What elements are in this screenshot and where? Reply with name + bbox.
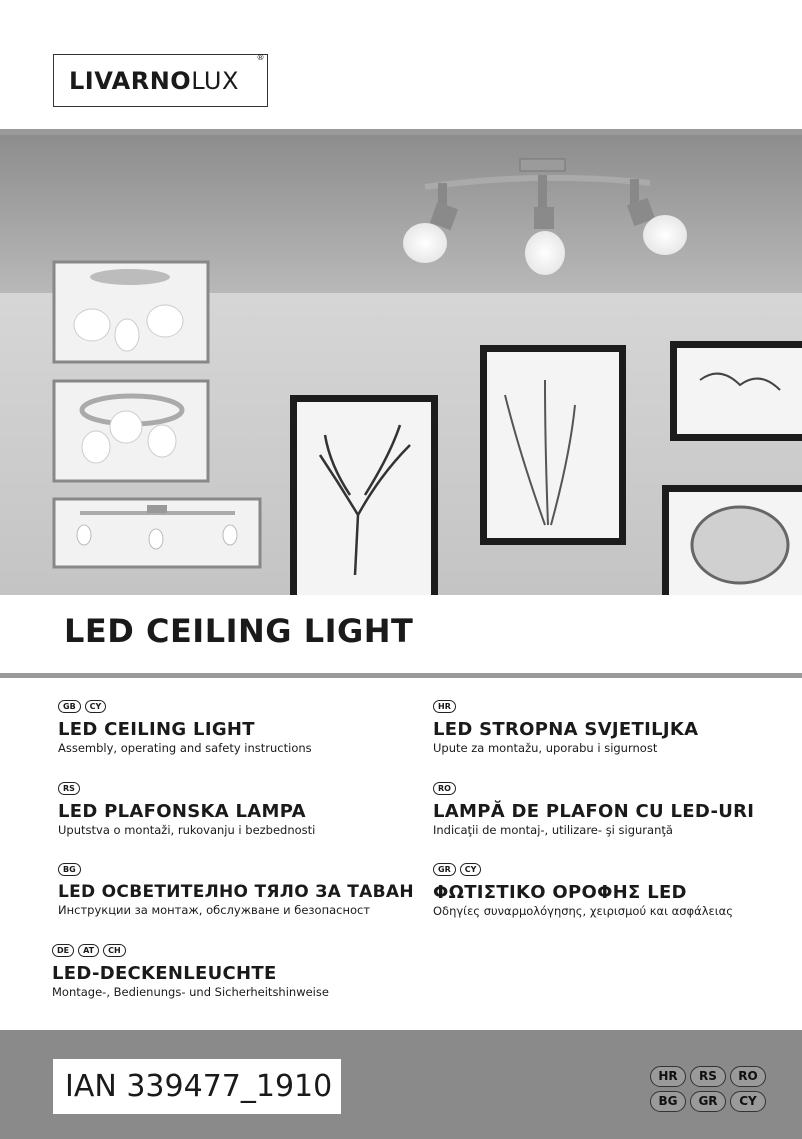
country-badge: CY (85, 700, 107, 713)
mid-divider (0, 673, 802, 678)
ian-number: IAN 339477_1910 (53, 1059, 341, 1114)
entry-heading: LED ОСВЕТИТЕЛНО ТЯЛО ЗА ТАВАН (58, 882, 414, 902)
entry-heading: LED STROPNA SVJETILJKA (433, 719, 699, 740)
badge-group (433, 863, 733, 877)
entry-heading: LED CEILING LIGHT (58, 719, 255, 740)
registered-mark: ® (256, 53, 265, 62)
country-badge: RO (433, 782, 456, 795)
hero-photo (0, 135, 802, 595)
entry-subtitle: Upute za montažu, uporabu i sigurnost (433, 741, 658, 755)
footer-country-badge: GR (690, 1091, 726, 1112)
country-badge: DE (52, 944, 74, 957)
badge-group (58, 782, 315, 796)
entry-heading: ΦΩΤΙΣΤΙΚΟ ΟΡΟΦΗΣ LED (433, 882, 687, 903)
country-badge: CH (103, 944, 126, 957)
badge-group (58, 863, 414, 877)
entry-subtitle: Uputstva o montaži, rukovanju i bezbednosti (58, 823, 316, 837)
entry-heading: LED PLAFONSKA LAMPA (58, 801, 306, 822)
country-badge: BG (58, 863, 81, 876)
entry-de (52, 944, 329, 999)
badge-group (433, 700, 698, 714)
country-badge: CY (460, 863, 482, 876)
entry-subtitle: Indicaţii de montaj-, utilizare- şi siguranţă (433, 823, 673, 837)
footer-country-badge: RO (730, 1066, 766, 1087)
country-badge: GB (58, 700, 81, 713)
entry-bg (58, 863, 414, 917)
entry-heading: LED-DECKENLEUCHTE (52, 963, 277, 984)
country-badge: RS (58, 782, 80, 795)
entry-gb (58, 700, 312, 755)
footer-country-badge: HR (650, 1066, 686, 1087)
page-title: LED CEILING LIGHT (64, 612, 414, 650)
brand-bold: LIVARNO (69, 66, 192, 95)
footer-country-badge: BG (650, 1091, 686, 1112)
brand-logo (53, 54, 268, 107)
badge-group (433, 782, 754, 796)
footer-country-badge: CY (730, 1091, 766, 1112)
country-badge: HR (433, 700, 456, 713)
brand-light: LUX (191, 66, 239, 95)
country-badge: GR (433, 863, 456, 876)
entry-rs (58, 782, 315, 837)
entry-subtitle: Assembly, operating and safety instructions (58, 741, 312, 755)
entry-subtitle: Οδηγίες συναρμολόγησης, χειρισμού και ασφάλειας (433, 904, 733, 918)
entry-heading: LAMPĂ DE PLAFON CU LED-URI (433, 801, 755, 822)
footer-badge-group (650, 1066, 780, 1112)
entry-gr (433, 863, 733, 918)
entry-ro (433, 782, 754, 837)
entry-subtitle: Инструкции за монтаж, обслужване и безопасност (58, 903, 371, 917)
entry-hr (433, 700, 698, 755)
badge-group (52, 944, 329, 958)
footer-country-badge: RS (690, 1066, 726, 1087)
badge-group (58, 700, 312, 714)
entry-subtitle: Montage-, Bedienungs- und Sicherheitshinweise (52, 985, 329, 999)
country-badge: AT (78, 944, 99, 957)
